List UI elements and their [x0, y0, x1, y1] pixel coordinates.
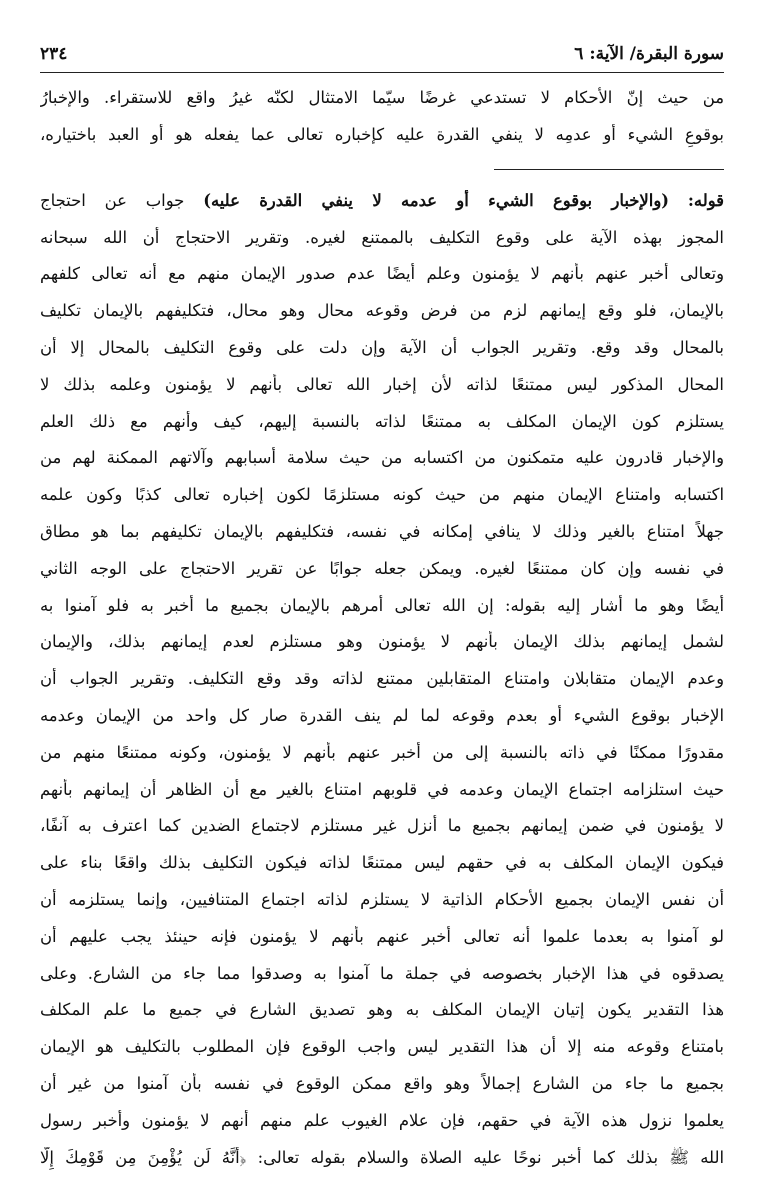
commentary-line: يستلزم كون الإيمان المكلف به ممتنعًا لذاته بالنسبة إليهم، كيف وأنهم مع ذلك العلم — [40, 411, 724, 448]
commentary-line: لشمل إيمانهم بذلك الإيمان بأنهم لا يؤمنون وهو مستلزم لعدم إيمانهم بذلك، والإيمان — [40, 631, 724, 668]
surah-ayah-title: سورة البقرة/ الآية: ٦ — [574, 44, 724, 64]
commentary-line: وتعالى أخبر عنهم بأنهم لا يؤمنون وعلم أيضًا عدم صدور الإيمان منهم مع أنه تعالى كلفهم — [40, 263, 724, 300]
commentary-first-line-rest: جواب عن احتجاج — [40, 191, 184, 210]
commentary-line: أيضًا وهو ما أشار إليه بقوله: إن الله تعالى أمرهم بالإيمان بجميع ما أخبر به فلو آمنوا به — [40, 595, 724, 632]
commentary-label: قوله: — [688, 191, 724, 210]
commentary-line: اكتسابه وامتناع الإيمان منهم من حيث كونه مستلزمًا لكون إخباره تعالى كذبًا وكون علمه — [40, 484, 724, 521]
commentary-line: مقدورًا ممكنًا في ذاته بالنسبة إلى من أخبر عنهم بأنهم لا يؤمنون، وكونه ممتنعًا منهم من — [40, 742, 724, 779]
commentary-line: الإخبار بوقوع الشيء أو بعدم وقوعه لما لم ينف القدرة صار كل واحد من الإيمان وعدمه — [40, 705, 724, 742]
commentary-line: وعدم الإيمان متقابلان وامتناع المتقابلين ممتنع لذاته وقد وقع التكليف. وتقرير الجواب أن — [40, 668, 724, 705]
commentary-line: في نفسه وإن كان ممتنعًا لغيره. ويمكن جعله جوابًا عن تقرير الاحتجاج على الوجه الثاني — [40, 558, 724, 595]
commentary-line: أن نفس الإيمان بجميع الأحكام الذاتية لا يستلزم لذاته اجتماع المتنافيين، وإنما يستلزمه أن — [40, 889, 724, 926]
main-text-line: بوقوعِ الشيء أو عدمِه لا ينفي القدرة عليه كإخباره تعالى عما يفعله هو أو العبد باختياره، — [40, 124, 724, 161]
book-page — [40, 42, 724, 1183]
main-text — [40, 87, 724, 161]
main-text-line: من حيث إنّ الأحكام لا تستدعي غرضًا سيّما الامتثال لكنّه غيرُ واقع للاستقراء. والإخبارُ — [40, 87, 724, 124]
commentary — [40, 190, 724, 1183]
commentary-line: يصدقوه في هذا الإخبار بخصوصه في جملة ما آمنوا به وصدقوا مما جاء من الشارع. وعلى — [40, 963, 724, 1000]
commentary-line: هذا التقدير يكون إتيان الإيمان المكلف به وهو تصديق الشارع في جميع ما علم المكلف — [40, 999, 724, 1036]
commentary-first-line — [40, 190, 724, 227]
commentary-line: لا يؤمنون في ضمن إيمانهم بجميع ما أنزل غير مستلزم لاجتماع الضدين كما اعترف به آنفًا، — [40, 815, 724, 852]
commentary-line: والإخبار قادرون عليه متمكنون من اكتسابه من حيث سلامة أسبابهم وآلاتهم الممكنة لهم من — [40, 447, 724, 484]
commentary-line: حيث استلزامه اجتماع الإيمان وعدمه في قلوبهم امتناع بالغير مع أن الظاهر أن إيمانهم بأنهم — [40, 779, 724, 816]
commentary-line: بالإيمان، فلو وقع إيمانهم لزم من فرض وقوعه محال وهو محال، فتكليفهم بالإيمان تكليف — [40, 300, 724, 337]
commentary-line: الله ﷺ بذلك كما أخبر نوحًا عليه الصلاة والسلام بقوله تعالى: ﴿أَنَّهُ لَن يُؤْمِنَ مِن قَوْمِكَ إِلَّا — [40, 1147, 724, 1183]
commentary-line: يعلموا نزول هذه الآية في حقهم، فإن علام الغيوب علم منهم أنهم لا يؤمنون وأخبر رسول — [40, 1110, 724, 1147]
running-header — [40, 42, 724, 73]
commentary-line: بالمحال وقد وقع. وتقرير الجواب أن الآية وإن دلت على وقوع التكليف بالمحال إلا أن — [40, 337, 724, 374]
commentary-line: لو آمنوا به بعدما علموا أنه تعالى أخبر عنهم بأنهم لا يؤمنون فإنه حينئذ يجب عليهم أن — [40, 926, 724, 963]
commentary-quote: (والإخبار بوقوع الشيء أو عدمه لا ينفي القدرة عليه) — [203, 191, 669, 210]
commentary-line: بجميع ما جاء من الشارع إجمالاً وهو واقع ممكن الوقوع في نفسه بأن آمنوا من غير أن — [40, 1073, 724, 1110]
page-number: ٢٣٤ — [40, 44, 67, 64]
commentary-line: المحال المذكور ليس ممتنعًا لذاته لأن إخبار الله تعالى بأنهم لا يؤمنون وعلمه بذلك لا — [40, 374, 724, 411]
commentary-line: جهلاً امتناع بالغير وذلك لا ينافي إمكانه في نفسه، فتكليفهم بالإيمان تكليفهم بما هو مطاق — [40, 521, 724, 558]
commentary-line: فيكون الإيمان المكلف به في حقهم ليس ممتنعًا لذاته فيكون التكليف بذلك واقعًا بناء على — [40, 852, 724, 889]
commentary-line: المجوز بهذه الآية على وقوع التكليف بالممتنع لغيره. وتقرير الاحتجاج أن الله سبحانه — [40, 227, 724, 264]
footnote-separator — [494, 169, 724, 170]
commentary-line: بامتناع وقوعه منه إلا أن هذا التقدير ليس واجب الوقوع فإن المطلوب بالتكليف هو الإيمان — [40, 1036, 724, 1073]
